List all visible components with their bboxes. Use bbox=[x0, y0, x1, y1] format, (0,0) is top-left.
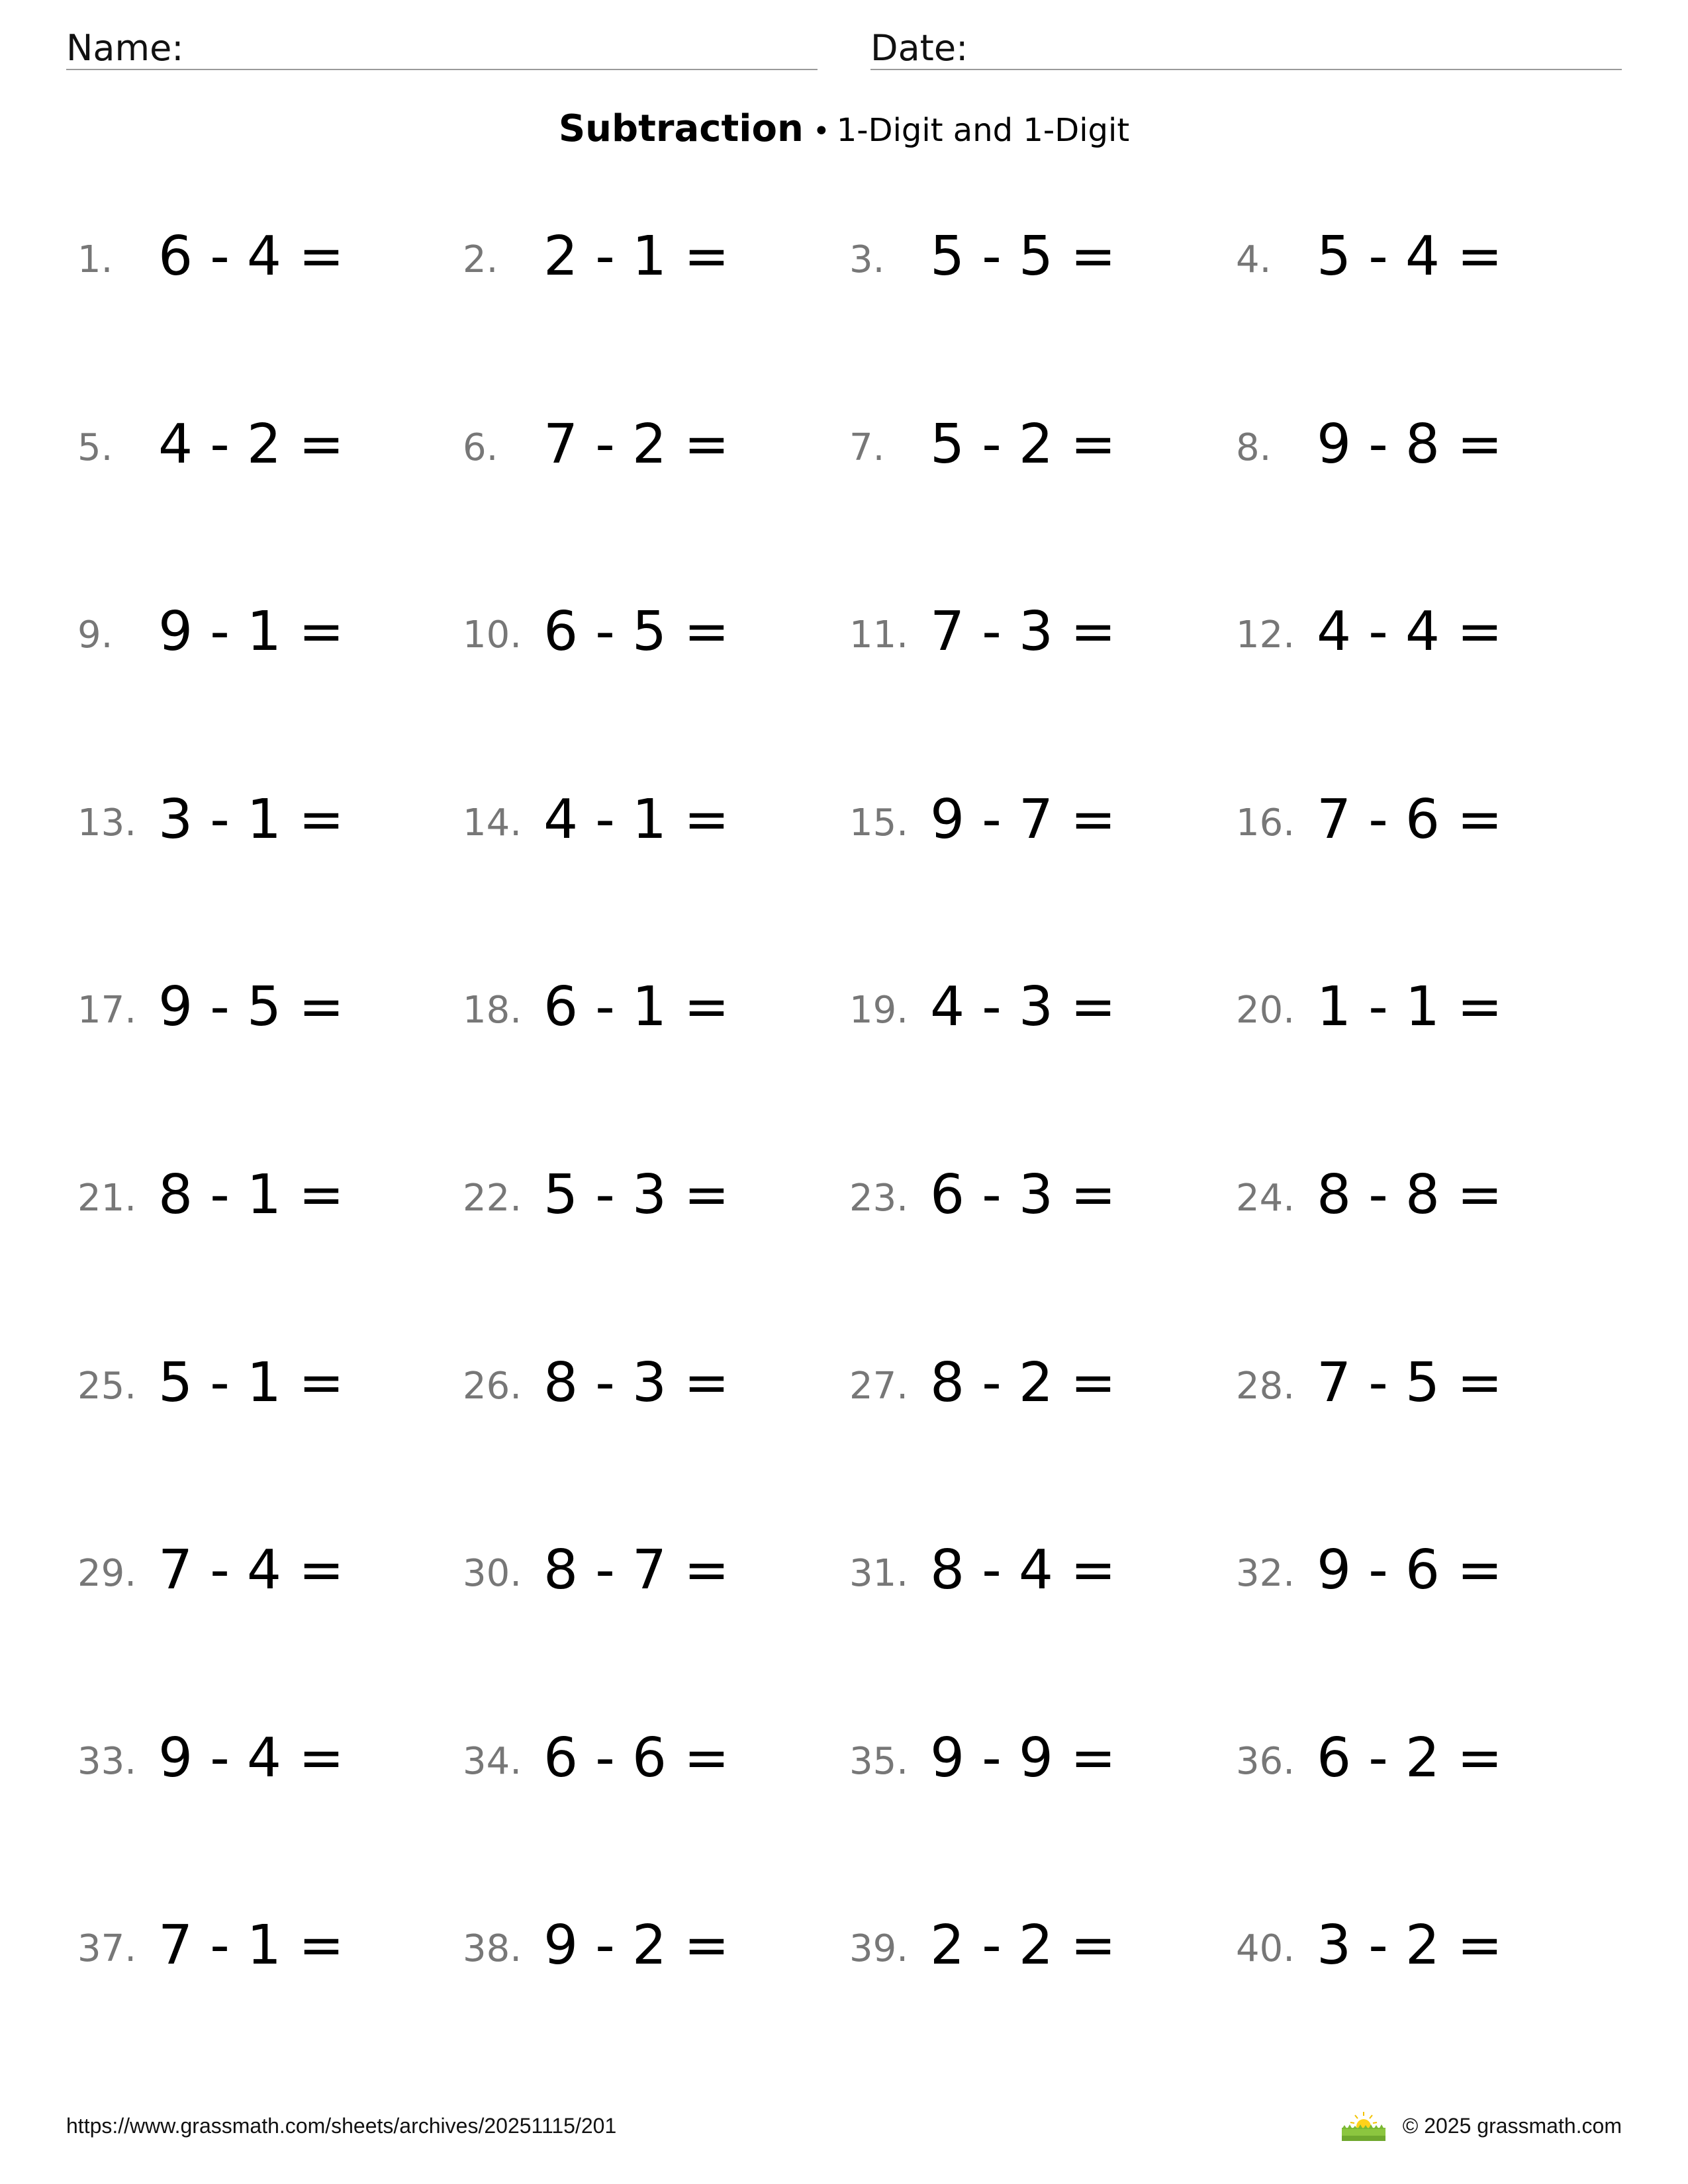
name-field[interactable] bbox=[66, 25, 818, 70]
problem-number: 9. bbox=[77, 614, 113, 657]
problem-number: 7. bbox=[849, 426, 885, 469]
problem-number: 17. bbox=[77, 989, 137, 1032]
problem-expression: 5 - 3 = bbox=[543, 1163, 729, 1226]
problem-expression: 8 - 1 = bbox=[158, 1163, 344, 1226]
title-separator: • bbox=[812, 114, 830, 148]
grass-sun-logo-icon bbox=[1340, 2109, 1387, 2142]
problem-number: 24. bbox=[1236, 1177, 1295, 1220]
problem-expression: 9 - 8 = bbox=[1317, 413, 1503, 476]
problem-number: 13. bbox=[77, 801, 137, 844]
problem-expression: 7 - 5 = bbox=[1317, 1351, 1503, 1414]
problem-number: 23. bbox=[849, 1177, 909, 1220]
problem-number: 3. bbox=[849, 238, 885, 281]
copyright-text: © 2025 grassmath.com bbox=[1402, 2113, 1622, 2138]
problem-number: 1. bbox=[77, 238, 113, 281]
problem-number: 32. bbox=[1236, 1552, 1295, 1595]
problem-expression: 8 - 3 = bbox=[543, 1351, 729, 1414]
problem-expression: 7 - 6 = bbox=[1317, 788, 1503, 851]
problem-expression: 5 - 5 = bbox=[930, 225, 1116, 288]
problem-expression: 9 - 9 = bbox=[930, 1727, 1116, 1790]
problem-number: 34. bbox=[463, 1740, 522, 1783]
problem-number: 15. bbox=[849, 801, 909, 844]
problem-expression: 9 - 4 = bbox=[158, 1727, 344, 1790]
date-field[interactable] bbox=[870, 25, 1622, 70]
problem-expression: 4 - 4 = bbox=[1317, 600, 1503, 663]
problem-expression: 7 - 1 = bbox=[158, 1914, 344, 1977]
problem-number: 22. bbox=[463, 1177, 522, 1220]
problem-number: 27. bbox=[849, 1365, 909, 1408]
problem-expression: 9 - 5 = bbox=[158, 976, 344, 1038]
problem-number: 25. bbox=[77, 1365, 137, 1408]
problem-number: 38. bbox=[463, 1927, 522, 1970]
problem-expression: 9 - 7 = bbox=[930, 788, 1116, 851]
problem-expression: 2 - 2 = bbox=[930, 1914, 1116, 1977]
problem-expression: 9 - 1 = bbox=[158, 600, 344, 663]
problem-number: 6. bbox=[463, 426, 498, 469]
problem-expression: 9 - 6 = bbox=[1317, 1539, 1503, 1602]
problem-number: 29. bbox=[77, 1552, 137, 1595]
problem-number: 5. bbox=[77, 426, 113, 469]
problem-number: 10. bbox=[463, 614, 522, 657]
problem-expression: 2 - 1 = bbox=[543, 225, 729, 288]
problem-expression: 6 - 6 = bbox=[543, 1727, 729, 1790]
problem-number: 40. bbox=[1236, 1927, 1295, 1970]
footer-branding bbox=[1340, 2109, 1622, 2143]
problem-number: 37. bbox=[77, 1927, 137, 1970]
problem-expression: 4 - 3 = bbox=[930, 976, 1116, 1038]
problem-number: 11. bbox=[849, 614, 909, 657]
problem-number: 2. bbox=[463, 238, 498, 281]
problem-expression: 1 - 1 = bbox=[1317, 976, 1503, 1038]
worksheet-title bbox=[0, 106, 1688, 155]
problem-expression: 3 - 2 = bbox=[1317, 1914, 1503, 1977]
problem-number: 12. bbox=[1236, 614, 1295, 657]
problem-expression: 4 - 2 = bbox=[158, 413, 344, 476]
problem-expression: 3 - 1 = bbox=[158, 788, 344, 851]
problem-expression: 7 - 4 = bbox=[158, 1539, 344, 1602]
problem-expression: 8 - 7 = bbox=[543, 1539, 729, 1602]
problem-expression: 6 - 2 = bbox=[1317, 1727, 1503, 1790]
problem-number: 36. bbox=[1236, 1740, 1295, 1783]
problem-number: 39. bbox=[849, 1927, 909, 1970]
problem-number: 16. bbox=[1236, 801, 1295, 844]
problem-number: 19. bbox=[849, 989, 909, 1032]
problem-expression: 7 - 3 = bbox=[930, 600, 1116, 663]
problem-expression: 6 - 3 = bbox=[930, 1163, 1116, 1226]
problem-expression: 5 - 2 = bbox=[930, 413, 1116, 476]
name-label: Name: bbox=[66, 27, 184, 69]
problem-number: 31. bbox=[849, 1552, 909, 1595]
problem-number: 33. bbox=[77, 1740, 137, 1783]
title-main: Subtraction bbox=[558, 107, 804, 150]
problem-expression: 8 - 4 = bbox=[930, 1539, 1116, 1602]
problem-expression: 6 - 5 = bbox=[543, 600, 729, 663]
problem-number: 4. bbox=[1236, 238, 1272, 281]
problem-number: 20. bbox=[1236, 989, 1295, 1032]
problem-number: 18. bbox=[463, 989, 522, 1032]
problem-expression: 5 - 1 = bbox=[158, 1351, 344, 1414]
title-subtitle: 1-Digit and 1-Digit bbox=[836, 112, 1130, 149]
problem-expression: 5 - 4 = bbox=[1317, 225, 1503, 288]
problem-expression: 7 - 2 = bbox=[543, 413, 729, 476]
problem-number: 28. bbox=[1236, 1365, 1295, 1408]
problem-number: 30. bbox=[463, 1552, 522, 1595]
footer-url: https://www.grassmath.com/sheets/archives/20251115/201 bbox=[66, 2114, 617, 2138]
problem-number: 21. bbox=[77, 1177, 137, 1220]
problem-number: 8. bbox=[1236, 426, 1272, 469]
date-label: Date: bbox=[870, 27, 968, 69]
problem-expression: 6 - 4 = bbox=[158, 225, 344, 288]
problem-expression: 8 - 8 = bbox=[1317, 1163, 1503, 1226]
problem-expression: 9 - 2 = bbox=[543, 1914, 729, 1977]
problem-expression: 6 - 1 = bbox=[543, 976, 729, 1038]
problem-expression: 4 - 1 = bbox=[543, 788, 729, 851]
problem-expression: 8 - 2 = bbox=[930, 1351, 1116, 1414]
problem-number: 26. bbox=[463, 1365, 522, 1408]
problem-number: 14. bbox=[463, 801, 522, 844]
problem-number: 35. bbox=[849, 1740, 909, 1783]
